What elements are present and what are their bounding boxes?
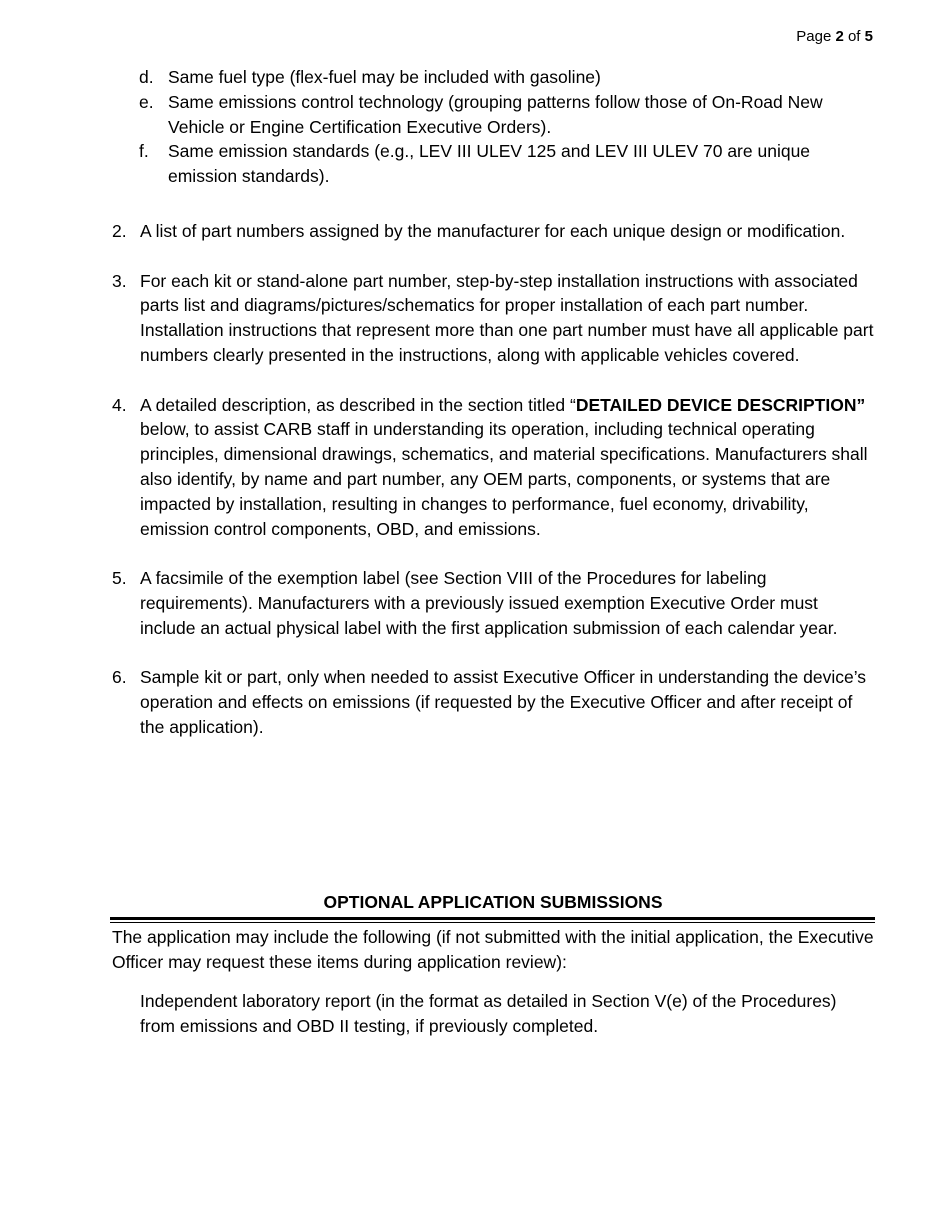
- list-item: [0, 393, 875, 542]
- list-marker: 2.: [112, 221, 127, 241]
- heading-rule-thin: [110, 922, 875, 923]
- list-marker: 6.: [112, 667, 127, 688]
- list-marker: e.: [139, 91, 154, 112]
- numbered-list: [0, 219, 950, 740]
- page-number-prefix: Page: [796, 28, 836, 45]
- section-heading: OPTIONAL APPLICATION SUBMISSIONS: [323, 892, 663, 912]
- list-item: [0, 219, 875, 244]
- list-item-text-after: below, to assist CARB staff in understanding its operation, including technical operating principles, dimensional drawings, schematics, and material specifications. Manufacturers shall also identify, by name and part number, any OEM parts, components, or systems that are impacted by installation, resulting in changes to performance, fuel economy, drivability, emission control components, OBD, and emissions.: [140, 419, 868, 539]
- list-marker: d.: [139, 67, 154, 87]
- list-item-text: A facsimile of the exemption label (see Section VIII of the Procedures for labeling requirements). Manufacturers with a previously issued exemption Executive Order must include an actual physical label with the first application submission of each calendar year.: [140, 568, 838, 638]
- list-marker: 3.: [112, 270, 127, 291]
- list-item-text: Same emissions control technology (grouping patterns follow those of On-Road New Vehicle or Engine Certification Executive Orders).: [168, 91, 823, 137]
- list-item: [0, 65, 873, 90]
- list-item: [0, 139, 873, 189]
- page-number-total: 5: [864, 28, 873, 45]
- page-number: [796, 28, 873, 46]
- list-item: [0, 566, 875, 640]
- list-marker: 5.: [112, 568, 127, 589]
- optional-item-paragraph: Independent laboratory report (in the format as detailed in Section V(e) of the Procedures) from emissions and OBD II testing, if previously completed.: [140, 991, 837, 1036]
- list-item-text-before: A detailed description, as described in the section titled “: [140, 394, 576, 415]
- list-item: [0, 665, 875, 739]
- section-reference: DETAILED DEVICE DESCRIPTION”: [575, 394, 866, 415]
- sub-item-list: [0, 65, 950, 189]
- list-item: [0, 269, 875, 368]
- list-item-text: Same fuel type (flex-fuel may be included with gasoline): [168, 67, 601, 87]
- optional-intro-paragraph: The application may include the following (if not submitted with the initial application, the Executive Officer may request these items during application review):: [112, 927, 874, 972]
- list-item-text: Sample kit or part, only when needed to assist Executive Officer in understanding the device’s operation and effects on emissions (if requested by the Executive Officer and after receipt of the application).: [140, 667, 867, 737]
- page-number-current: 2: [835, 28, 844, 45]
- page-number-mid: of: [843, 28, 865, 45]
- heading-rule: [110, 917, 875, 920]
- list-item: [0, 90, 873, 140]
- list-item-text: A list of part numbers assigned by the manufacturer for each unique design or modification.: [140, 221, 846, 241]
- list-marker: f.: [139, 141, 149, 162]
- list-item-text: For each kit or stand-alone part number, step-by-step installation instructions with associated parts list and diagrams/pictures/schematics for proper installation of each part number. Installation instructions that represent more than one part number must have all applicable part numbers clearly presented in the instructions, along with applicable vehicles covered.: [140, 270, 874, 365]
- list-marker: 4.: [112, 394, 127, 415]
- list-item-text: Same emission standards (e.g., LEV III ULEV 125 and LEV III ULEV 70 are unique emission standards).: [168, 141, 811, 187]
